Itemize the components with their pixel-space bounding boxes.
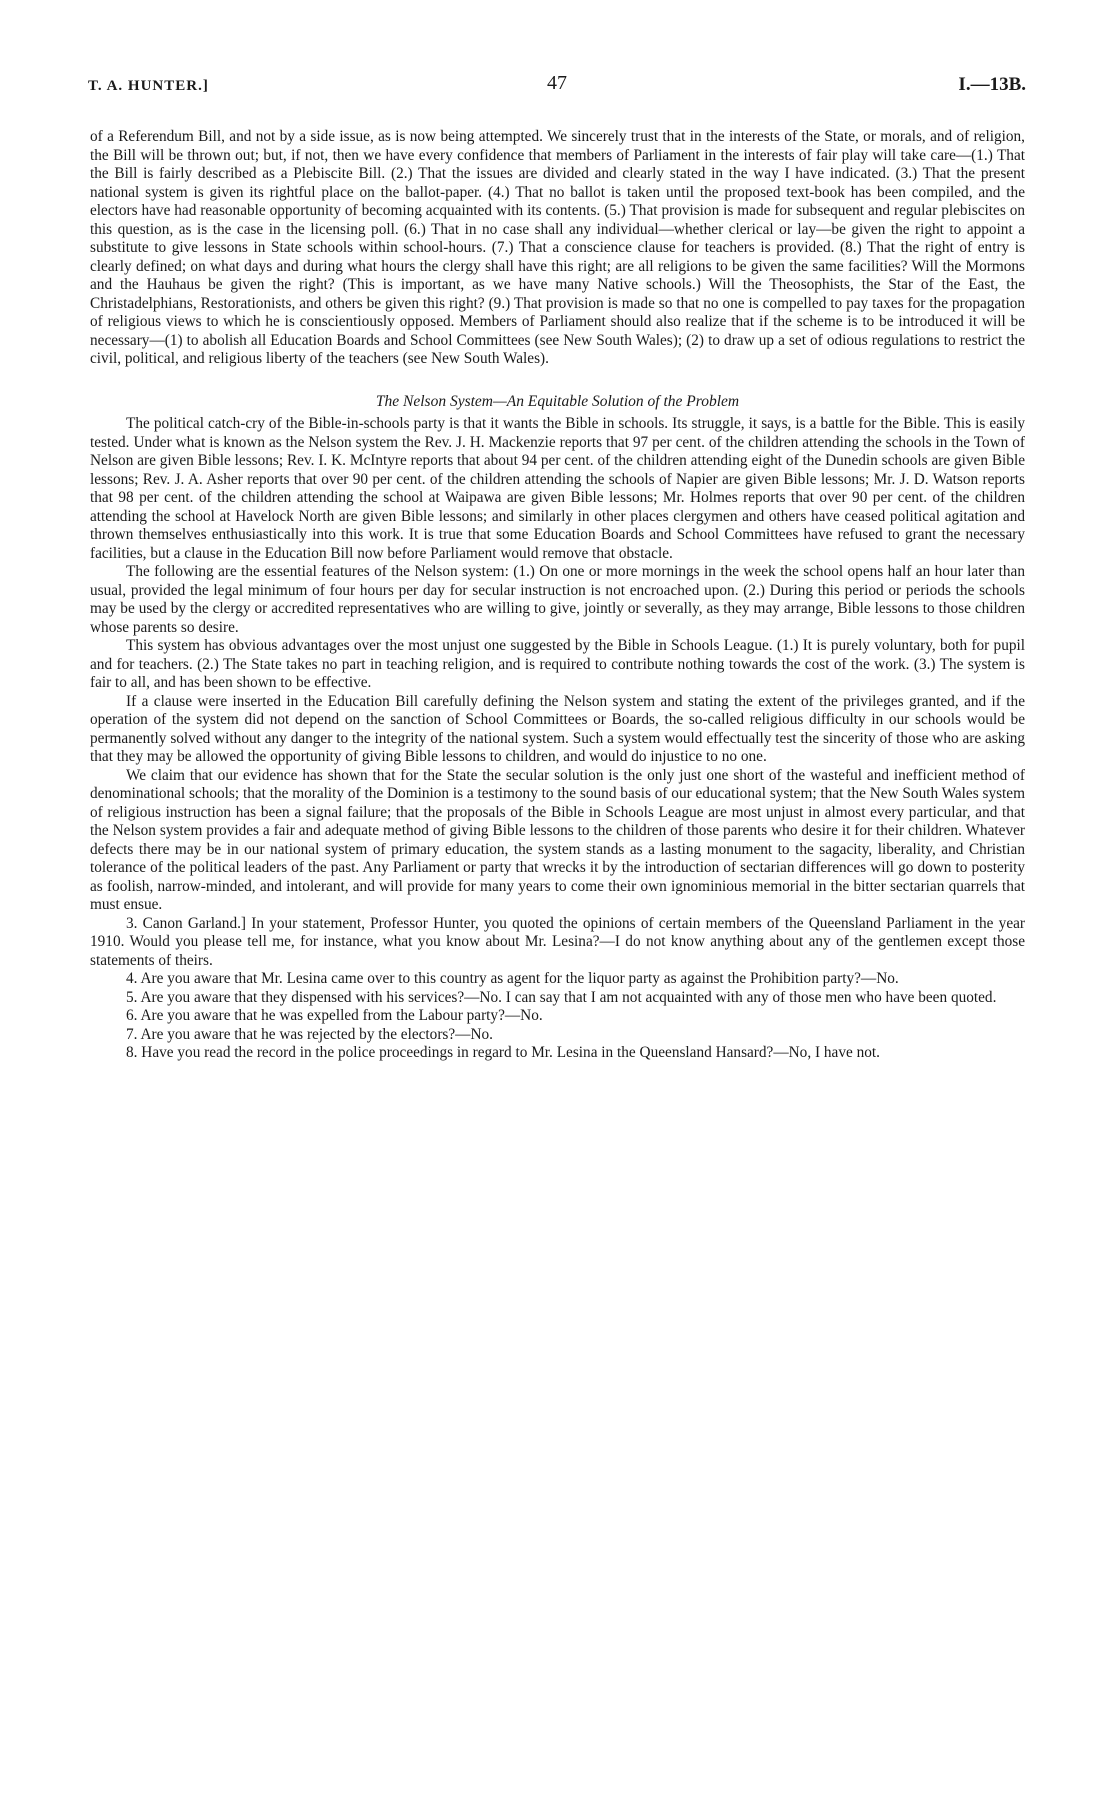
header-author: T. A. HUNTER.] [88,78,209,94]
paragraph: If a clause were inserted in the Education Bill carefully defining the Nelson system and stating the extent of the privileges granted, and if the operation of the system did not depend on the sanction of School Committees or Boards, the so-called religious difficulty in our schools would be permanently solved without any danger to the integrity of the national system. Such a system would effectually test the sincerity of those who are asking that they may be allowed the opportunity of giving Bible lessons to children, and would do injustice to no one. [90,692,1025,765]
qa-item: 3. Canon Garland.] In your statement, Professor Hunter, you quoted the opinions of certain members of the Queensland Parliament in the year 1910. Would you please tell me, for instance, what you know about Mr. Lesina?—I do not know anything about any of the gentlemen except those statements of theirs. [90,914,1025,969]
paragraph: We claim that our evidence has shown that for the State the secular solution is the only just one short of the wasteful and inefficient method of denominational schools; that the morality of the Dominion is a testimony to the sound basis of our educational system; that the New South Wales system of religious instruction has been a signal failure; that the proposals of the Bible in Schools League are most unjust in almost every particular, and that the Nelson system provides a fair and adequate method of giving Bible lessons to the children of those parents who desire it for their children. Whatever defects there may be in our national system of primary education, the system stands as a lasting monument to the sagacity, liberality, and Christian tolerance of the political leaders of the past. Any Parliament or party that wrecks it by the introduction of sectarian differences will go down to posterity as foolish, narrow-minded, and intolerant, and will provide for many years to come their own ignominious memorial in the bitter sectarian quarrels that must ensue. [90,766,1025,913]
paragraph: This system has obvious advantages over the most unjust one suggested by the Bible in Schools League. (1.) It is purely voluntary, both for pupil and for teachers. (2.) The State takes no part in teaching religion, and is required to contribute nothing towards the cost of the work. (3.) The system is fair to all, and has been shown to be effective. [90,637,1025,691]
page-header [88,72,1026,102]
page-number: 47 [547,72,567,94]
paragraph: The following are the essential features of the Nelson system: (1.) On one or more mornings in the week the school opens half an hour later than usual, provided the legal minimum of four hours per day for secular instruction is not encroached upon. (2.) During this period or periods the schools may be used by the clergy or accredited representatives who are willing to give, jointly or severally, as they may arrange, Bible lessons to those children whose parents so desire. [90,563,1025,636]
qa-item: 7. Are you aware that he was rejected by the electors?—No. [126,1025,493,1043]
document-reference: I.—13B. [958,74,1026,95]
body-text [90,128,1025,1063]
qa-item: 5. Are you aware that they dispensed with his services?—No. I can say that I am not acquainted with any of those men who have been quoted. [126,988,997,1006]
section-title: The Nelson System—An Equitable Solution of the Problem [375,392,740,410]
qa-item: 6. Are you aware that he was expelled from the Labour party?—No. [126,1007,543,1024]
qa-item: 4. Are you aware that Mr. Lesina came over to this country as agent for the liquor party as against the Prohibition party?—No. [126,970,899,987]
qa-item: 8. Have you read the record in the police proceedings in regard to Mr. Lesina in the Queensland Hansard?—No, I have not. [126,1044,880,1061]
paragraph: The political catch-cry of the Bible-in-schools party is that it wants the Bible in schools. Its struggle, it says, is a battle for the Bible. This is easily tested. Under what is known as the Nelson system the Rev. J. H. Mackenzie reports that 97 per cent. of the children attending the schools in the Town of Nelson are given Bible lessons; Rev. I. K. McIntyre reports that about 94 per cent. of the children attending eight of the Dunedin schools are given Bible lessons; Rev. J. A. Asher reports that over 90 per cent. of the children attending the schools of Napier are given Bible lessons; Mr. J. D. Watson reports that 98 per cent. of the children attending the school at Waipawa are given Bible lessons; Mr. Holmes reports that over 90 per cent. of the children attending the school at Havelock North are given Bible lessons; and similarly in other places clergymen and others have ceased political agitation and thrown themselves enthusiastically into this work. It is true that some Education Boards and School Committees have refused to grant the necessary facilities, but a clause in the Education Bill now before Parliament would remove that obstacle. [90,415,1025,562]
paragraph: of a Referendum Bill, and not by a side issue, as is now being attempted. We sincerely trust that in the interests of the State, or morals, and of religion, the Bill will be thrown out; but, if not, then we have every confidence that members of Parliament in the interests of fair play will take care—(1.) That the Bill is fairly described as a Plebiscite Bill. (2.) That the issues are divided and clearly stated in the way I have indicated. (3.) That the present national system is given its rightful place on the ballot-paper. (4.) That no ballot is taken until the proposed text-book has been compiled, and the electors have had reasonable opportunity of becoming acquainted with its contents. (5.) That provision is made for subsequent and regular plebiscites on this question, as is the case in the licensing poll. (6.) That in no case shall any individual—whether clerical or lay—be given the right to appoint a substitute to give lessons in State schools within school-hours. (7.) That a conscience clause for teachers is provided. (8.) That the right of entry is clearly defined; on what days and during what hours the clergy shall have this right; are all religions to be given the same facilities? Will the Mormons and the Hauhaus be given the right? (This is important, as we have many Native schools.) Will the Theosophists, the Star of the East, the Christadelphians, Restorationists, and others be given this right? (9.) That provision is made so that no one is compelled to pay taxes for the propagation of religious views to which he is conscientiously opposed. Members of Parliament should also realize that if the scheme is to be introduced it will be necessary—(1) to abolish all Education Boards and School Committees (see New South Wales); (2) to draw up a set of odious regulations to restrict the civil, political, and religious liberty of the teachers (see New South Wales). [90,128,1025,367]
